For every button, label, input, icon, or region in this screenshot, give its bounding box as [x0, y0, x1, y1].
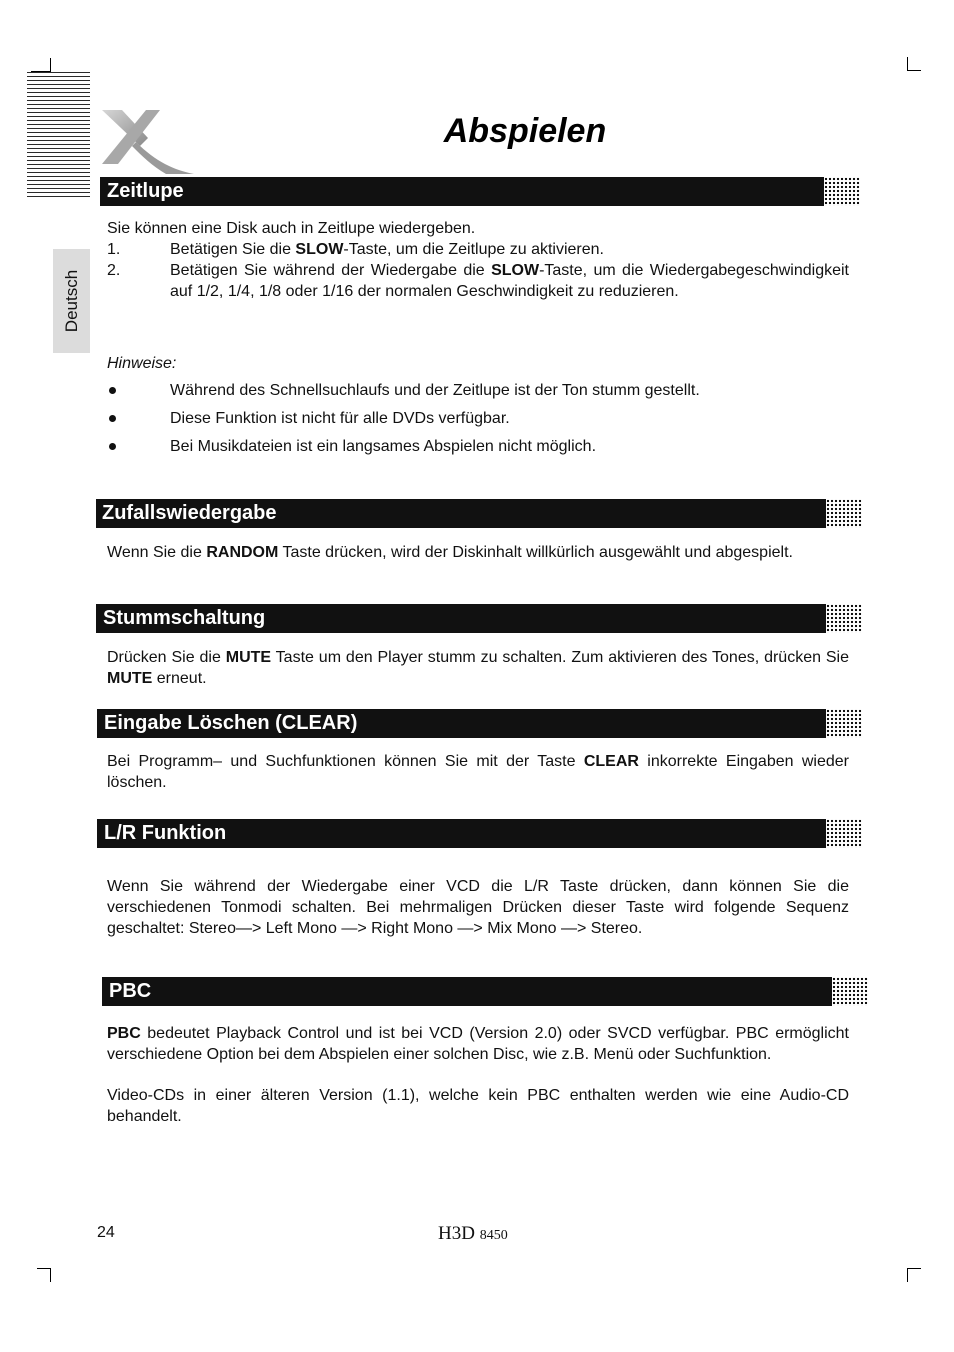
- brand-x-logo: [96, 104, 196, 176]
- step-number: 2.: [107, 262, 121, 279]
- section-title: Stummschaltung: [103, 607, 266, 629]
- section-title: L/R Funktion: [104, 822, 227, 844]
- dot-pattern: [826, 709, 862, 738]
- dot-pattern: [826, 819, 862, 848]
- notes-label: Hinweise:: [107, 355, 177, 372]
- step-key: SLOW: [295, 241, 344, 258]
- section-header-stummschaltung: [96, 604, 856, 633]
- section-header-clear: [97, 709, 856, 738]
- body-post: Taste drücken, wird der Diskinhalt willkürlich ausgewählt und abgespielt.: [278, 544, 793, 561]
- dot-pattern: [826, 499, 862, 528]
- body-key: CLEAR: [583, 753, 639, 770]
- step-key: SLOW: [491, 262, 540, 279]
- step-text-post: -Taste, um die Wiedergabegeschwindigkeit auf 1/2, 1/4, 1/8 oder 1/16 der normalen Geschwindigkeit zu reduzieren.: [170, 262, 850, 300]
- language-tab-label: Deutsch: [61, 269, 81, 333]
- note-item: Während des Schnellsuchlaufs und der Zeitlupe ist der Ton stumm gestellt.: [170, 382, 700, 399]
- model-prefix: H3D: [438, 1223, 475, 1244]
- body-pre: Bei Programm– und Suchfunktionen können Sie mit der Taste: [107, 753, 584, 770]
- section-header-zufallswiedergabe: [96, 499, 856, 528]
- step-text: [170, 239, 849, 260]
- step-text-post: -Taste, um die Zeitlupe zu aktivieren.: [343, 241, 604, 258]
- dot-pattern: [826, 604, 862, 633]
- body-mid: Taste um den Player stumm zu schalten. Zum aktivieren des Tones, drücken Sie: [271, 649, 850, 666]
- section-title: Eingabe Löschen (CLEAR): [104, 712, 358, 734]
- section-body: [107, 1023, 849, 1065]
- body-post: inkorrekte Eingaben wieder löschen.: [107, 753, 849, 791]
- language-tab: [53, 249, 90, 353]
- step-text: [170, 260, 849, 302]
- page-number: 24: [97, 1224, 115, 1241]
- crop-mark-top-right: [907, 57, 921, 71]
- dot-pattern: [832, 977, 868, 1006]
- body-key: RANDOM: [206, 544, 279, 561]
- body-key: PBC: [107, 1025, 141, 1042]
- section-body: [107, 542, 849, 563]
- dot-pattern: [824, 177, 860, 206]
- section-title: Zeitlupe: [107, 180, 184, 202]
- body-pre: Wenn Sie die: [107, 544, 207, 561]
- section-body: Wenn Sie während der Wiedergabe einer VCD die L/R Taste drücken, dann können Sie die verschiedenen Tonmodi schalten. Bei mehrmaligen Drücken dieser Taste wird folgende Sequenz geschaltet: Stereo—> Left Mono —> Right Mono —> Mix Mono —> Stereo.: [107, 878, 849, 937]
- zeitlupe-intro: Sie können eine Disk auch in Zeitlupe wiedergeben.: [107, 220, 476, 237]
- body-key: MUTE: [225, 649, 272, 666]
- crop-mark-bottom-right: [907, 1268, 921, 1282]
- section-body: [107, 751, 849, 793]
- body-post: bedeutet Playback Control und ist bei VCD (Version 2.0) oder SVCD verfügbar. PBC ermöglicht verschiedene Option bei dem Abspielen einer solchen Disc, wie z.B. Menü oder Suchfunktion.: [107, 1025, 849, 1063]
- section-body-2: Video-CDs in einer älteren Version (1.1), welche kein PBC enthalten werden wie eine Audio-CD behandelt.: [107, 1087, 849, 1125]
- step-text-pre: Betätigen Sie die: [170, 241, 296, 258]
- model-number: 8450: [479, 1228, 508, 1243]
- crop-mark-bottom-left: [37, 1268, 51, 1282]
- note-item: Bei Musikdateien ist ein langsames Abspielen nicht möglich.: [170, 438, 597, 455]
- page-title: Abspielen: [443, 112, 607, 150]
- section-header-lr-funktion: [97, 819, 856, 848]
- section-header-pbc: [102, 977, 862, 1006]
- decorative-stripes: [27, 72, 90, 200]
- step-number: 1.: [107, 241, 121, 258]
- body-post: erneut.: [152, 670, 207, 687]
- step-text-pre: Betätigen Sie während der Wiedergabe die: [170, 262, 492, 279]
- note-item: Diese Funktion ist nicht für alle DVDs verfügbar.: [170, 410, 510, 427]
- crop-mark-top-left-v: [50, 58, 51, 71]
- model-name: [438, 1223, 508, 1245]
- section-body: [107, 647, 849, 689]
- section-title: Zufallswiedergabe: [102, 502, 277, 524]
- body-pre: Drücken Sie die: [107, 649, 226, 666]
- section-header-zeitlupe: [100, 177, 854, 206]
- section-title: PBC: [109, 980, 152, 1002]
- body-key: MUTE: [107, 670, 153, 687]
